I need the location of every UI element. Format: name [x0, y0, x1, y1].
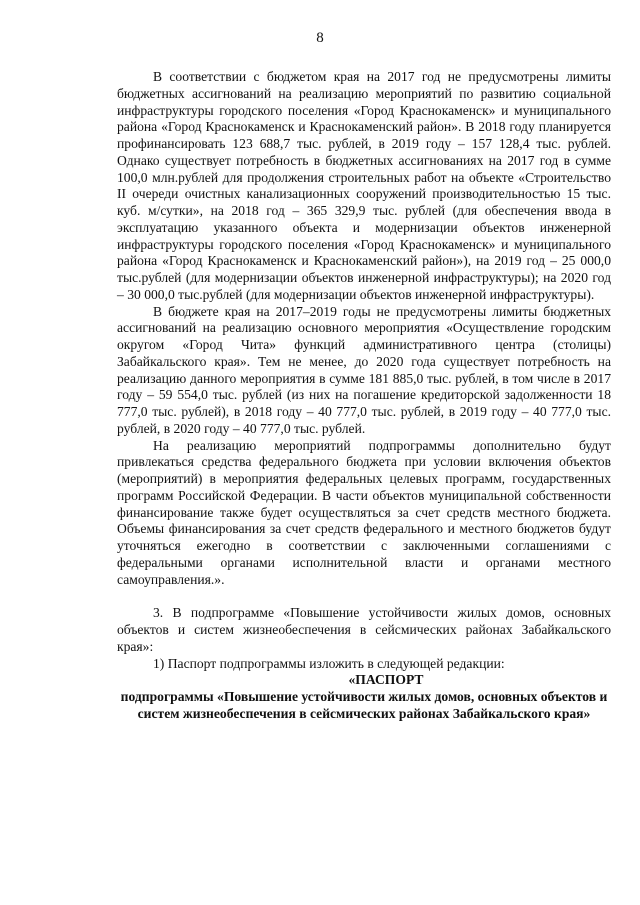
paragraph-federal-budget-funding: На реализацию мероприятий подпрограммы дополнительно будут привлекаться средства федерального бюджета при условии включения объектов (мероприятий) в мероприятия федеральных целевых программ, государственных программ Российской Федерации. В части объектов муниципальной собственности финансирование также будет осуществляться за счет средств местного бюджета. Объемы финансирования за счет средств федерального и местного бюджетов будут уточняться ежегодно в соответствии с заключенными соглашениями с федеральными органами исполнительной власти и органами местного самоуправления.». — [117, 437, 611, 587]
paragraph-gap — [117, 588, 611, 605]
list-item-passport-edition: 1) Паспорт подпрограммы изложить в следующей редакции: — [153, 655, 505, 671]
paragraph-chita-capital-functions: В бюджете края на 2017–2019 годы не предусмотрены лимиты бюджетных ассигнований на реализацию основного мероприятия «Осуществление городским округом «Город Чита» функций административного центра (столицы) Забайкальского края». Тем не менее, до 2020 года существует потребность на реализацию данного мероприятия в сумме 181 885,0 тыс. рублей, в том числе в 2017 году – 59 554,0 тыс. рублей (из них на погашение кредиторской задолженности 18 777,0 тыс. рублей), в 2018 году – 40 777,0 тыс. рублей, в 2019 году – 40 777,0 тыс. рублей, в 2020 году – 40 777,0 тыс. рублей. — [117, 303, 611, 436]
passport-subtitle: подпрограммы «Повышение устойчивости жилых домов, основных объектов и систем жизнеобеспечения в сейсмических районах Забайкальского края» — [120, 689, 608, 721]
document-body — [117, 69, 611, 723]
passport-title: «ПАСПОРТ — [348, 672, 424, 688]
paragraph-subprogram-amendment: 3. В подпрограмме «Повышение устойчивости жилых домов, основных объектов и систем жизнеобеспечения в сейсмических районах Забайкальского края»: — [117, 605, 611, 654]
paragraph-krasnokamensk-funding: В соответствии с бюджетом края на 2017 год не предусмотрены лимиты бюджетных ассигнований на реализацию мероприятий по развитию социальной инфраструктуры городского поселения «Город Краснокаменск» и муниципального района «Город Краснокаменск и Краснокаменский район». В 2018 году планируется профинансировать 123 688,7 тыс. рублей, в 2019 году – 157 128,4 тыс. рублей. Однако существует потребность в бюджетных ассигнованиях на 2017 год в сумме 100,0 млн.рублей для продолжения строительных работ на объекте «Строительство II очереди очистных канализационных сооружений производительностью 15 тыс. куб. м/сутки», на 2018 год – 365 329,9 тыс. рублей (для обеспечения ввода в эксплуатацию указанного объекта и модернизации объектов инженерной инфраструктуры городского поселения «Город Краснокаменск» и муниципального района «Город Краснокаменск и Краснокаменский район»), на 2019 год – 25 000,0 тыс.рублей (для модернизации объектов инженерной инфраструктуры); на 2020 год – 30 000,0 тыс.рублей (для модернизации объектов инженерной инфраструктуры). — [117, 69, 611, 302]
passport-title-block — [117, 672, 611, 722]
page-number: 8 — [316, 30, 324, 46]
